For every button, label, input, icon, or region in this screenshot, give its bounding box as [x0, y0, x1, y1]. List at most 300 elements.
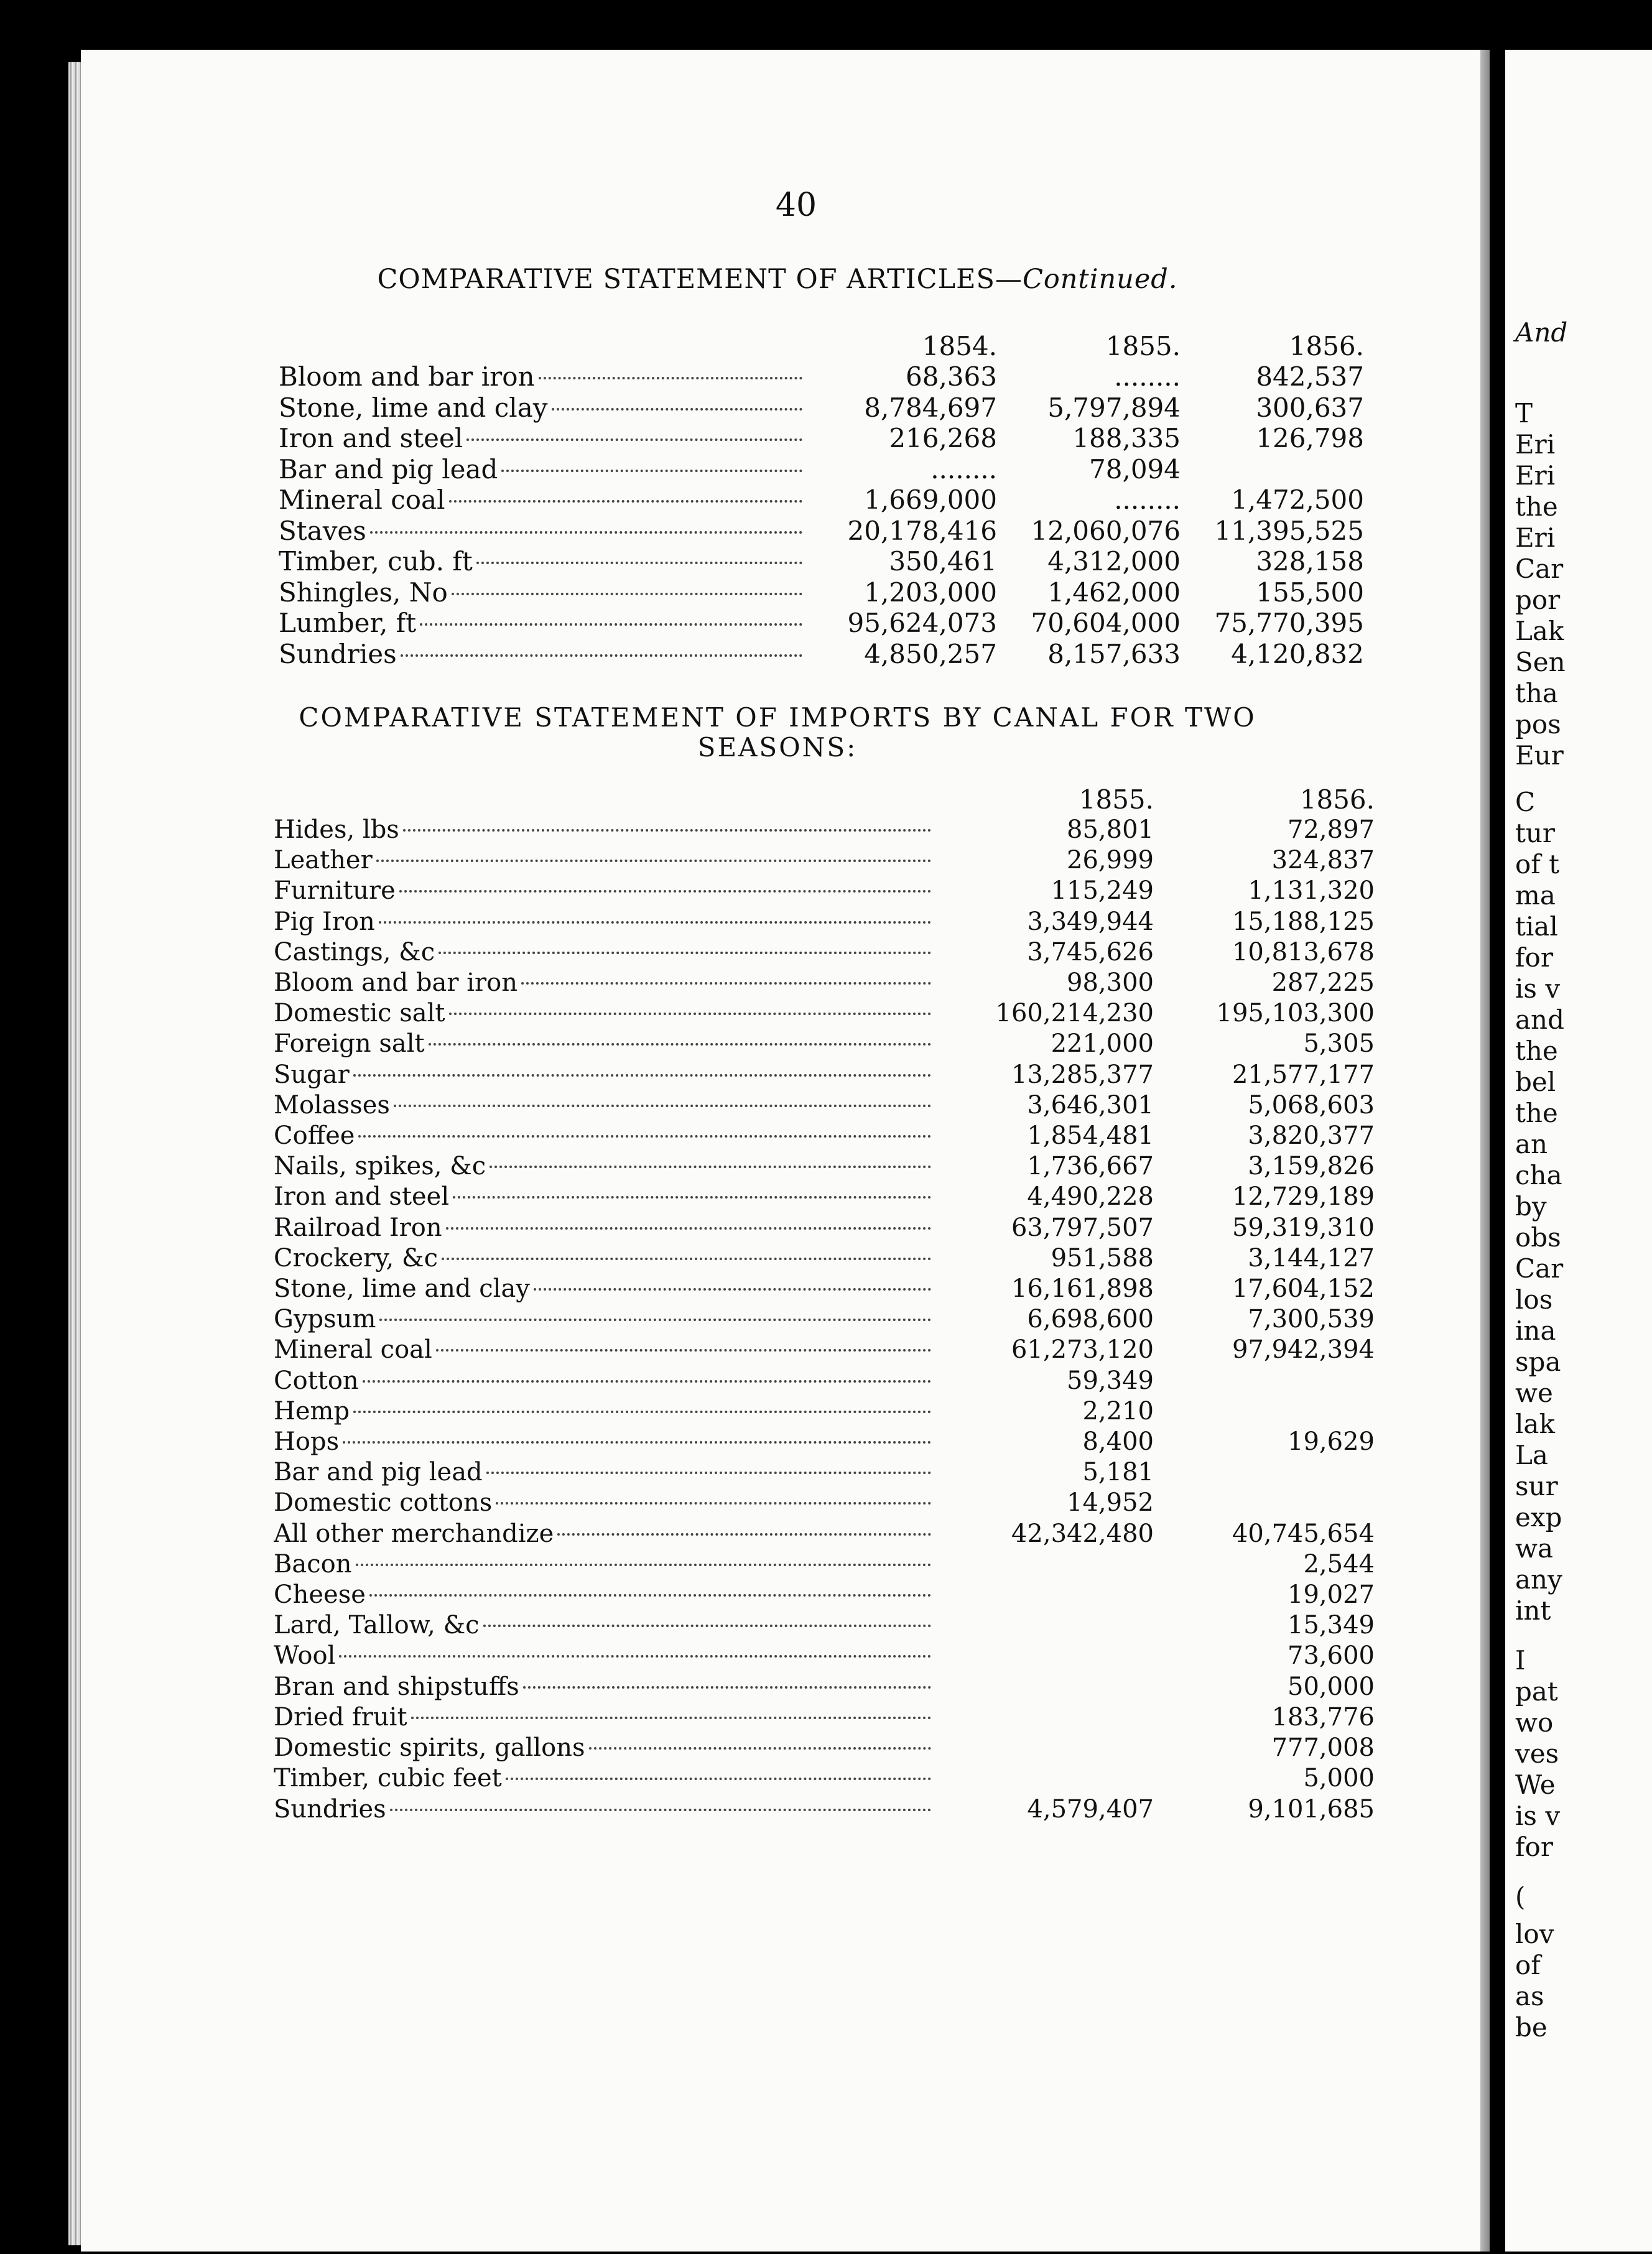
- articles-row-label-text: Iron and steel: [279, 423, 463, 453]
- imports-row-label-text: Mineral coal: [274, 1335, 432, 1365]
- dot-leader: [403, 829, 931, 832]
- facing-page-line: be: [1515, 2012, 1548, 2043]
- imports-row: [274, 1274, 1375, 1304]
- facing-page-line: We: [1515, 1769, 1556, 1800]
- imports-row-label-text: Cheese: [274, 1580, 366, 1610]
- imports-value-cell: [942, 1610, 1154, 1641]
- imports-row: [274, 1549, 1375, 1580]
- facing-page-line: ma: [1515, 880, 1556, 911]
- imports-row-label-text: Domestic cottons: [274, 1488, 493, 1518]
- dot-leader: [339, 1655, 931, 1658]
- imports-row-label: [274, 815, 942, 845]
- dot-leader: [379, 921, 931, 924]
- articles-value-cell: 20,178,416: [847, 515, 997, 546]
- facing-page-line: (: [1515, 1881, 1526, 1912]
- imports-row-label: [274, 1151, 942, 1182]
- facing-page-line: ves: [1515, 1738, 1559, 1769]
- dot-leader: [523, 1686, 931, 1689]
- facing-page-line: pos: [1515, 709, 1561, 740]
- imports-value-cell: 17,604,152: [1232, 1274, 1375, 1304]
- articles-value-cell: 328,158: [1256, 546, 1364, 577]
- imports-row-label-text: Leather: [274, 846, 373, 875]
- articles-row: [279, 639, 1364, 670]
- imports-value-cell: [1154, 1366, 1375, 1396]
- articles-row: [279, 392, 1364, 424]
- imports-value-cell: 97,942,394: [1232, 1335, 1375, 1365]
- imports-value-cell: 6,698,600: [1027, 1305, 1154, 1334]
- facing-page-line: is v: [1515, 1801, 1561, 1831]
- imports-value-cell: [942, 1580, 1154, 1610]
- articles-value-cell: 1,472,500: [1231, 485, 1364, 515]
- imports-row: [274, 1151, 1375, 1182]
- dot-leader: [483, 1625, 931, 1627]
- articles-row-label-text: Staves: [279, 515, 366, 546]
- facing-page-line: is v: [1515, 973, 1561, 1004]
- articles-value-cell: 70,604,000: [1031, 608, 1181, 638]
- imports-value-cell: 2,544: [1303, 1549, 1375, 1579]
- imports-row-label: [274, 1610, 942, 1641]
- articles-value-cell: 8,784,697: [864, 392, 997, 423]
- imports-year-header: 1855.: [1079, 784, 1154, 815]
- imports-value-cell: 324,837: [1271, 846, 1375, 875]
- imports-row-label: [274, 1213, 942, 1243]
- imports-value-cell: 1,736,667: [1027, 1152, 1154, 1181]
- imports-table: [274, 771, 1375, 1825]
- imports-value-cell: 15,188,125: [1232, 907, 1375, 936]
- dot-leader: [358, 1135, 931, 1138]
- dot-leader: [420, 623, 802, 626]
- facing-page-line: La: [1515, 1440, 1548, 1470]
- imports-value-cell: 13,285,377: [1011, 1060, 1154, 1089]
- articles-row-label: [279, 423, 814, 454]
- dot-leader: [446, 1227, 931, 1230]
- facing-page-line: tha: [1515, 678, 1558, 708]
- dot-leader: [394, 1105, 931, 1107]
- imports-row-label-text: Bar and pig lead: [274, 1458, 483, 1487]
- imports-value-cell: 59,349: [1067, 1366, 1154, 1395]
- dot-leader: [399, 890, 931, 893]
- imports-row-label-text: Sugar: [274, 1060, 350, 1089]
- articles-value-cell: [1181, 454, 1364, 485]
- dot-leader: [496, 1502, 931, 1505]
- articles-value-cell: 842,537: [1256, 361, 1364, 392]
- imports-value-cell: [942, 1672, 1154, 1702]
- facing-page-line: pat: [1515, 1676, 1558, 1707]
- imports-value-cell: 8,400: [1082, 1427, 1154, 1457]
- imports-value-cell: 85,801: [1067, 815, 1154, 844]
- imports-value-cell: 195,103,300: [1216, 999, 1375, 1028]
- imports-row: [274, 1335, 1375, 1365]
- facing-page-line: Car: [1515, 554, 1564, 584]
- imports-row: [274, 1672, 1375, 1702]
- imports-row-label: [274, 1396, 942, 1427]
- dot-leader: [353, 1411, 931, 1413]
- imports-row-label-text: Hides, lbs: [274, 815, 399, 844]
- facing-page-line: tur: [1515, 818, 1556, 848]
- imports-value-cell: 12,729,189: [1232, 1182, 1375, 1212]
- imports-value-cell: 3,159,826: [1248, 1152, 1375, 1181]
- imports-row-label-text: Domestic salt: [274, 999, 445, 1028]
- imports-value-cell: 16,161,898: [1011, 1274, 1154, 1304]
- imports-value-cell: 183,776: [1271, 1702, 1375, 1732]
- imports-row: [274, 1396, 1375, 1427]
- articles-row-label: [279, 516, 814, 547]
- imports-value-cell: 3,820,377: [1248, 1121, 1375, 1151]
- imports-row-label: [274, 1366, 942, 1396]
- facing-page-line: Sen: [1515, 647, 1566, 677]
- facing-page-line: we: [1515, 1378, 1553, 1408]
- facing-page-line: por: [1515, 585, 1561, 615]
- imports-row-label: [274, 1335, 942, 1365]
- imports-row-label-text: Timber, cubic feet: [274, 1764, 502, 1793]
- facing-page-line: Eri: [1515, 429, 1556, 460]
- facing-page-line: by: [1515, 1191, 1547, 1222]
- facing-page-line: spa: [1515, 1347, 1561, 1377]
- imports-row: [274, 937, 1375, 968]
- imports-row-label-text: Railroad Iron: [274, 1213, 442, 1242]
- imports-row-label-text: Bloom and bar iron: [274, 968, 517, 998]
- imports-row: [274, 1641, 1375, 1671]
- dot-leader: [376, 860, 931, 862]
- articles-value-cell: ........: [1114, 361, 1181, 392]
- dot-leader: [534, 1288, 931, 1291]
- imports-value-cell: 72,897: [1288, 815, 1375, 844]
- facing-page-line: and: [1515, 1004, 1564, 1035]
- imports-row-label-text: Castings, &c: [274, 937, 435, 967]
- imports-row-label-text: Bacon: [274, 1549, 352, 1579]
- facing-page-line: lak: [1515, 1409, 1555, 1439]
- articles-row-label-text: Shingles, No: [279, 577, 448, 608]
- facing-page-line: Lak: [1515, 616, 1564, 646]
- imports-value-cell: 287,225: [1271, 968, 1375, 998]
- imports-row: [274, 1519, 1375, 1549]
- articles-value-cell: 1,462,000: [1047, 577, 1181, 608]
- articles-value-cell: 68,363: [906, 361, 997, 392]
- imports-value-cell: 5,181: [1082, 1458, 1154, 1487]
- facing-page-line: wa: [1515, 1533, 1553, 1564]
- imports-row-label-text: Dried fruit: [274, 1702, 407, 1732]
- facing-page-line: bel: [1515, 1067, 1556, 1097]
- imports-value-cell: 160,214,230: [995, 999, 1154, 1028]
- articles-value-cell: 4,120,832: [1231, 638, 1364, 669]
- facing-page-line: Eri: [1515, 460, 1556, 491]
- imports-row-label: [274, 1794, 942, 1825]
- dot-leader: [521, 982, 931, 985]
- dot-leader: [557, 1533, 931, 1536]
- articles-row: [279, 454, 1364, 485]
- facing-page-line: I: [1515, 1645, 1526, 1676]
- articles-header-row: [279, 320, 1364, 361]
- facing-page-line: obs: [1515, 1222, 1561, 1253]
- imports-value-cell: 98,300: [1067, 968, 1154, 998]
- dot-leader: [401, 654, 802, 657]
- imports-row-label-text: Nails, spikes, &c: [274, 1152, 486, 1181]
- imports-value-cell: 115,249: [1051, 876, 1154, 906]
- facing-page-line: of: [1515, 1950, 1541, 1980]
- imports-year-header: 1856.: [1299, 784, 1375, 815]
- imports-row: [274, 876, 1375, 906]
- imports-row-label-text: Cotton: [274, 1366, 359, 1395]
- imports-row-label: [274, 1304, 942, 1335]
- dot-leader: [363, 1380, 931, 1383]
- articles-title-suffix: Continued.: [1022, 264, 1178, 295]
- imports-row-label: [274, 1060, 942, 1090]
- imports-row-label: [274, 1121, 942, 1151]
- articles-row-label: [279, 454, 814, 485]
- articles-value-cell: 4,850,257: [864, 638, 997, 669]
- imports-value-cell: 3,646,301: [1027, 1090, 1154, 1120]
- imports-row-label: [274, 1580, 942, 1610]
- articles-value-cell: 350,461: [889, 546, 997, 577]
- dot-leader: [506, 1778, 931, 1780]
- articles-title: [187, 264, 1368, 294]
- imports-value-cell: 19,629: [1288, 1427, 1375, 1457]
- imports-row-label-text: Coffee: [274, 1121, 355, 1151]
- imports-value-cell: 5,068,603: [1248, 1090, 1375, 1120]
- articles-value-cell: 300,637: [1256, 392, 1364, 423]
- imports-value-cell: 42,342,480: [1011, 1519, 1154, 1548]
- articles-row-label: [279, 485, 814, 516]
- articles-header-label: [279, 320, 814, 361]
- imports-row-label: [274, 907, 942, 937]
- dot-leader: [453, 1196, 931, 1199]
- articles-row-label-text: Bar and pig lead: [279, 453, 498, 485]
- imports-row: [274, 1243, 1375, 1274]
- imports-header-row: [274, 771, 1375, 815]
- imports-row-label: [274, 1182, 942, 1212]
- imports-row-label-text: Pig Iron: [274, 907, 375, 936]
- imports-row: [274, 998, 1375, 1029]
- imports-value-cell: 4,579,407: [1027, 1794, 1154, 1824]
- articles-value-cell: 126,798: [1256, 423, 1364, 453]
- articles-row-label-text: Mineral coal: [279, 485, 445, 515]
- dot-leader: [466, 438, 802, 441]
- imports-value-cell: 951,588: [1051, 1243, 1154, 1273]
- imports-row-label: [274, 968, 942, 998]
- imports-row-label: [274, 1274, 942, 1304]
- imports-row-label-text: Domestic spirits, gallons: [274, 1733, 585, 1763]
- imports-row: [274, 1457, 1375, 1488]
- page-number: 40: [775, 187, 817, 224]
- dot-leader: [436, 1349, 931, 1352]
- dot-leader: [343, 1441, 931, 1444]
- imports-row-label: [274, 1427, 942, 1457]
- articles-value-cell: 1,669,000: [864, 485, 997, 515]
- facing-page-line: Car: [1515, 1253, 1564, 1284]
- imports-row: [274, 1121, 1375, 1151]
- imports-row: [274, 1610, 1375, 1641]
- imports-row-label-text: Sundries: [274, 1794, 386, 1824]
- articles-value-cell: 12,060,076: [1031, 515, 1181, 546]
- imports-row: [274, 907, 1375, 937]
- imports-row-label: [274, 1029, 942, 1059]
- articles-row: [279, 577, 1364, 608]
- imports-row-label: [274, 1243, 942, 1274]
- imports-row-label: [274, 1672, 942, 1702]
- facing-page-line: And: [1515, 317, 1568, 348]
- imports-row-label-text: Molasses: [274, 1090, 390, 1120]
- imports-row: [274, 1733, 1375, 1763]
- imports-value-cell: 3,144,127: [1248, 1243, 1375, 1273]
- articles-row-label-text: Timber, cub. ft: [279, 546, 473, 577]
- articles-row-label: [279, 639, 814, 670]
- dot-leader: [452, 593, 802, 595]
- imports-value-cell: [942, 1549, 1154, 1580]
- imports-value-cell: 14,952: [1067, 1488, 1154, 1518]
- imports-row-label: [274, 1457, 942, 1488]
- articles-row: [279, 423, 1364, 454]
- imports-value-cell: [942, 1733, 1154, 1763]
- imports-row-label-text: Furniture: [274, 876, 396, 906]
- imports-row-label-text: Gypsum: [274, 1305, 376, 1334]
- dot-leader: [476, 562, 802, 564]
- articles-title-main: COMPARATIVE STATEMENT OF ARTICLES—: [377, 264, 1023, 295]
- imports-row-label-text: Wool: [274, 1641, 336, 1671]
- imports-value-cell: [1154, 1488, 1375, 1518]
- dot-leader: [501, 470, 802, 472]
- facing-page-line: lov: [1515, 1919, 1554, 1949]
- imports-row: [274, 1060, 1375, 1090]
- book-page-edge: [68, 62, 82, 2245]
- imports-row: [274, 1304, 1375, 1335]
- imports-value-cell: 19,027: [1288, 1580, 1375, 1610]
- imports-row: [274, 1090, 1375, 1121]
- facing-page-line: any: [1515, 1564, 1562, 1595]
- dot-leader: [439, 952, 931, 954]
- imports-row-label-text: Lard, Tallow, &c: [274, 1611, 480, 1640]
- articles-row-label-text: Stone, lime and clay: [279, 392, 548, 423]
- book-gutter: [1480, 50, 1490, 2252]
- dot-leader: [442, 1258, 931, 1260]
- articles-value-cell: ........: [1114, 485, 1181, 515]
- facing-page-line: the: [1515, 491, 1558, 522]
- imports-row-label-text: Iron and steel: [274, 1182, 450, 1212]
- articles-value-cell: 11,395,525: [1214, 515, 1364, 546]
- dot-leader: [411, 1717, 931, 1719]
- imports-row: [274, 815, 1375, 845]
- articles-value-cell: 155,500: [1256, 577, 1364, 608]
- articles-row: [279, 608, 1364, 639]
- imports-header-label: [274, 771, 942, 815]
- facing-page-line: for: [1515, 1832, 1553, 1862]
- dot-leader: [353, 1074, 931, 1077]
- imports-row-label-text: Hops: [274, 1427, 340, 1457]
- imports-row-label: [274, 1641, 942, 1671]
- dot-leader: [449, 500, 802, 503]
- articles-row: [279, 546, 1364, 577]
- articles-value-cell: 4,312,000: [1047, 546, 1181, 577]
- facing-page-line: T: [1515, 398, 1533, 429]
- imports-row: [274, 1427, 1375, 1457]
- imports-value-cell: 1,131,320: [1248, 876, 1375, 906]
- imports-row-label-text: Foreign salt: [274, 1029, 425, 1059]
- articles-row: [279, 516, 1364, 547]
- imports-value-cell: 7,300,539: [1248, 1305, 1375, 1334]
- facing-page-line: sur: [1515, 1471, 1558, 1501]
- imports-title: [187, 703, 1368, 763]
- articles-year-header: 1855.: [1105, 331, 1181, 361]
- imports-value-cell: 3,349,944: [1027, 907, 1154, 936]
- facing-page-line: exp: [1515, 1502, 1562, 1533]
- imports-value-cell: [942, 1763, 1154, 1794]
- imports-value-cell: [1154, 1396, 1375, 1427]
- imports-row: [274, 1763, 1375, 1794]
- facing-page: [1505, 50, 1652, 2252]
- facing-page-line: the: [1515, 1036, 1558, 1066]
- dot-leader: [369, 1594, 931, 1597]
- facing-page-line: cha: [1515, 1160, 1562, 1190]
- imports-row-label-text: Crockery, &c: [274, 1243, 438, 1273]
- facing-page-line: los: [1515, 1284, 1553, 1315]
- imports-row-label-text: Stone, lime and clay: [274, 1274, 530, 1304]
- articles-row-label: [279, 577, 814, 608]
- articles-table: [279, 320, 1364, 669]
- imports-row: [274, 1580, 1375, 1610]
- articles-value-cell: 95,624,073: [847, 608, 997, 638]
- imports-value-cell: [1154, 1457, 1375, 1488]
- facing-page-line: as: [1515, 1981, 1544, 2011]
- imports-row: [274, 1366, 1375, 1396]
- articles-value-cell: ........: [930, 453, 997, 485]
- articles-value-cell: 188,335: [1072, 423, 1181, 453]
- imports-row-label: [274, 1733, 942, 1763]
- imports-row: [274, 1213, 1375, 1243]
- articles-row-label-text: Sundries: [279, 638, 397, 669]
- facing-page-line: tial: [1515, 911, 1558, 942]
- articles-row-label: [279, 608, 814, 639]
- articles-row-label-text: Lumber, ft: [279, 608, 417, 638]
- imports-row-label: [274, 1090, 942, 1121]
- imports-row-label: [274, 1763, 942, 1794]
- facing-page-line: ina: [1515, 1315, 1556, 1346]
- imports-value-cell: 73,600: [1288, 1641, 1375, 1671]
- articles-row-label-text: Bloom and bar iron: [279, 361, 535, 392]
- articles-value-cell: 75,770,395: [1214, 608, 1364, 638]
- imports-title-line1: COMPARATIVE STATEMENT OF IMPORTS BY CANAL FOR TWO: [299, 702, 1256, 733]
- imports-value-cell: 1,854,481: [1027, 1121, 1154, 1151]
- imports-value-cell: 5,305: [1303, 1029, 1375, 1059]
- facing-page-line: wo: [1515, 1707, 1554, 1738]
- imports-value-cell: 4,490,228: [1027, 1182, 1154, 1212]
- imports-value-cell: [942, 1702, 1154, 1733]
- dot-leader: [390, 1809, 931, 1811]
- imports-row-label: [274, 998, 942, 1029]
- imports-value-cell: 40,745,654: [1232, 1519, 1375, 1548]
- imports-title-line2: SEASONS:: [697, 732, 858, 763]
- facing-page-line: Eri: [1515, 522, 1556, 553]
- imports-value-cell: 5,000: [1303, 1764, 1375, 1793]
- articles-row-label: [279, 392, 814, 424]
- imports-row: [274, 1488, 1375, 1518]
- imports-row: [274, 1794, 1375, 1825]
- imports-value-cell: [942, 1641, 1154, 1671]
- imports-value-cell: 221,000: [1051, 1029, 1154, 1059]
- imports-value-cell: 10,813,678: [1232, 937, 1375, 967]
- facing-page-line: Eur: [1515, 740, 1564, 771]
- imports-row-label: [274, 1488, 942, 1518]
- imports-row-label-text: Bran and shipstuffs: [274, 1672, 519, 1701]
- facing-page-line: the: [1515, 1098, 1558, 1128]
- articles-row: [279, 361, 1364, 392]
- imports-value-cell: 3,745,626: [1027, 937, 1154, 967]
- articles-value-cell: 8,157,633: [1047, 638, 1181, 669]
- imports-value-cell: 21,577,177: [1232, 1060, 1375, 1089]
- facing-page-line: int: [1515, 1595, 1551, 1626]
- articles-year-header: 1856.: [1289, 331, 1364, 361]
- dot-leader: [356, 1564, 932, 1566]
- imports-value-cell: 50,000: [1288, 1672, 1375, 1701]
- imports-row-label-text: All other merchandize: [274, 1519, 554, 1548]
